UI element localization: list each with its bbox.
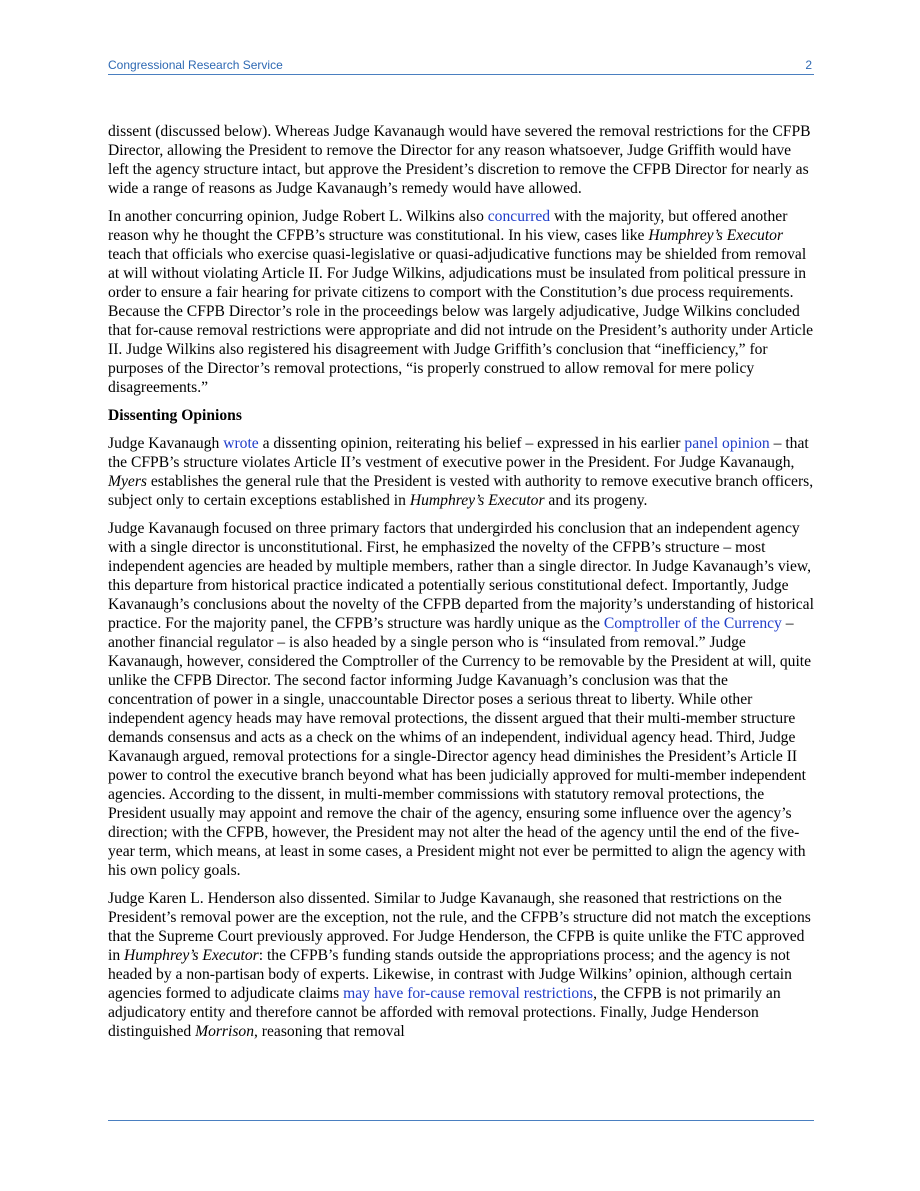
section-heading: Dissenting Opinions <box>108 407 242 424</box>
p3-text-4: establishes the general rule that the President is vested with authority to remove executive branch officers, subject only to certain exceptions established in <box>108 473 814 509</box>
paragraph-1 <box>108 122 814 198</box>
p4-text-1: Judge Kavanaugh focused on three primary factors that undergirded his conclusion that an independent agency with a single director is unconstitutional. First, he emphasized the novelty of the CFPB’s structure – most independent agencies are headed by multiple members, rather than a single director. In Judge Kavanaugh’s view, this departure from historical practice indicated a potentially serious constitutional defect. Importantly, Judge Kavanaugh’s conclusions about the novelty of the CFPB departed from the majority’s understanding of historical practice. For the majority panel, the CFPB’s structure was hardly unique as the <box>108 520 814 632</box>
p2-text-1: In another concurring opinion, Judge Robert L. Wilkins also <box>108 208 488 225</box>
p5-text-1: Judge Karen L. Henderson also dissented. Similar to Judge Kavanaugh, she reasoned that restrictions on the President’s removal power are the exception, not the rule, and the CFPB’s structure did not match the exceptions that the Supreme Court previously approved. For Judge Henderson, the CFPB is quite unlike the FTC approved in <box>108 890 811 964</box>
p3-text-3: – that the CFPB’s structure violates Article II’s vestment of executive power in the President. For Judge Kavanaugh, <box>108 435 809 471</box>
concurred-link[interactable]: concurred <box>487 208 551 225</box>
p3-case-myers: Myers <box>108 473 147 490</box>
p1-text: dissent (discussed below). Whereas Judge Kavanaugh would have severed the removal restrictions for the CFPB Director, allowing the President to remove the Director for any reason whatsoever, Judge Griffith would have left the agency structure intact, but approve the President’s discretion to remove the CFPB Director for nearly as wide a range of reasons as Judge Kavanaugh’s remedy would have allowed. <box>108 123 811 197</box>
page-number: 2 <box>805 58 812 72</box>
p3-text-1: Judge Kavanaugh <box>108 435 224 452</box>
p5-case-humphreys: Humphrey’s Executor <box>124 947 259 964</box>
p3-text-5: and its progeny. <box>544 492 648 509</box>
paragraph-3 <box>108 434 814 510</box>
panel-opinion-link[interactable]: panel opinion <box>684 435 770 452</box>
paragraph-5 <box>108 889 814 1041</box>
p5-text-4: , reasoning that removal <box>254 1023 405 1040</box>
wrote-link[interactable]: wrote <box>223 435 259 452</box>
comptroller-link[interactable]: Comptroller of the Currency <box>603 615 782 632</box>
p4-text-2: – another financial regulator – is also headed by a single person who is “insulated from removal.” Judge Kavanaugh, however, considered the Comptroller of the Currency to be removable by the President at will, quite unlike the CFPB Director. The second factor informing Judge Kavanuagh’s conclusion was that the concentration of power in a single, unaccountable Director poses a serious threat to liberty. While other independent agency heads may have removal protections, the dissent argued that their multi-member structure demands consensus and acts as a check on the whims of an independent, individual agency head. Third, Judge Kavanaugh argued, removal protections for a single-Director agency head diminishes the President’s Article II power to control the executive branch beyond what has been judicially approved for multi-member independent agencies. According to the dissent, in multi-member commissions with statutory removal protections, the President usually may appoint and remove the chair of the agency, ensuring some influence over the agency’s direction; with the CFPB, however, the President may not alter the head of the agency until the end of the five-year term, which means, at least in some cases, a President might not ever be permitted to align the agency with his own policy goals. <box>108 615 812 879</box>
p2-text-2: with the majority, but offered another reason why he thought the CFPB’s structure was constitutional. In his view, cases like <box>108 208 788 244</box>
p2-text-3: teach that officials who exercise quasi-legislative or quasi-adjudicative functions may be shielded from removal at will without violating Article II. For Judge Wilkins, adjudications must be insulated from political pressure in order to ensure a fair hearing for private citizens to comport with the Constitution’s due process requirements. Because the CFPB Director’s role in the proceedings below was largely adjudicative, Judge Wilkins concluded that for-cause removal restrictions were appropriate and did not intrude on the President’s authority under Article II. Judge Wilkins also registered his disagreement with Judge Griffith’s conclusion that “inefficiency,” for purposes of the Director’s removal protections, “is properly construed to allow removal for mere policy disagreements.” <box>108 246 814 396</box>
footer-rule <box>108 1120 814 1121</box>
p2-case-name: Humphrey’s Executor <box>648 227 784 244</box>
for-cause-removal-link[interactable]: may have for-cause removal restrictions <box>343 985 594 1002</box>
p3-case-humphreys: Humphrey’s Executor <box>409 492 545 509</box>
p3-text-2: a dissenting opinion, reiterating his belief – expressed in his earlier <box>258 435 685 452</box>
paragraph-4 <box>108 519 814 880</box>
paragraph-2 <box>108 207 814 397</box>
document-body <box>108 122 814 1050</box>
page-header <box>108 56 814 75</box>
p5-text-2: : the CFPB’s funding stands outside the appropriations process; and the agency is not headed by a non-partisan body of experts. Likewise, in contrast with Judge Wilkins’ opinion, although certain agencies formed to adjudicate claims <box>108 947 792 1002</box>
header-org-name: Congressional Research Service <box>108 58 283 72</box>
p5-case-morrison: Morrison <box>195 1023 254 1040</box>
p5-text-3: , the CFPB is not primarily an adjudicatory entity and therefore cannot be afforded with removal protections. Finally, Judge Henderson distinguished <box>108 985 781 1040</box>
